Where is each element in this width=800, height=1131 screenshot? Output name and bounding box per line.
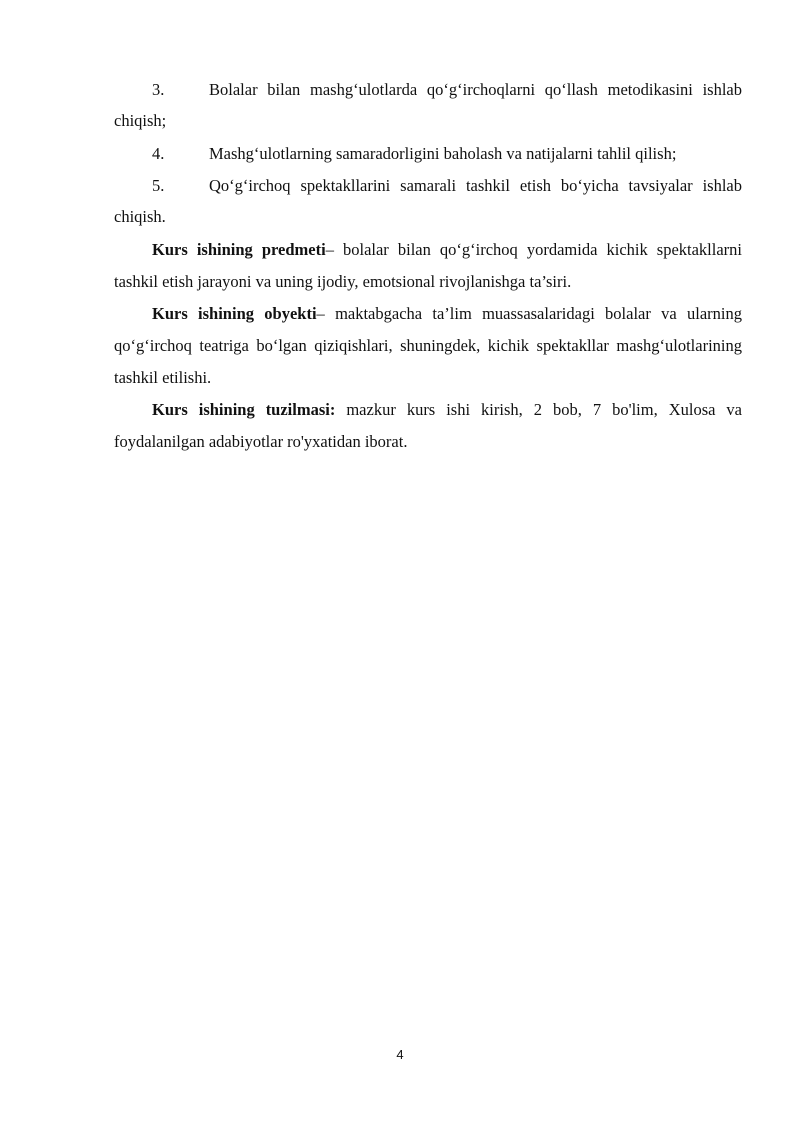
paragraph-label: Kurs ishining tuzilmasi: bbox=[152, 400, 336, 419]
list-item-text: Bolalar bilan mashg‘ulotlarda qo‘g‘irchoqlarni qo‘llash metodikasini ishlab chiqish; bbox=[114, 80, 742, 130]
paragraph-text: – bolalar bilan qo‘g‘irchoq yordamida kichik spektakllarni tashkil etish jarayoni va uning ijodiy, emotsional rivojlanishga ta’siri. bbox=[114, 240, 743, 291]
paragraph-object bbox=[114, 298, 742, 394]
paragraph-subject bbox=[114, 234, 742, 298]
paragraph-text: – maktabgacha ta’lim muassasalaridagi bolalar va ularning qo‘g‘irchoq teatriga bo‘lgan qiziqishlari, shuningdek, kichik spektakllar mashg‘ulotlarining tashkil etilishi. bbox=[114, 304, 742, 387]
list-item-text: Mashg‘ulotlarning samaradorligini baholash va natijalarni tahlil qilish; bbox=[209, 144, 677, 163]
paragraph-label: Kurs ishining obyekti bbox=[152, 304, 317, 323]
list-item bbox=[114, 170, 742, 232]
paragraph-text: mazkur kurs ishi kirish, 2 bob, 7 bo'lim, Xulosa va foydalanilgan adabiyotlar ro'yxatidan iborat. bbox=[114, 400, 743, 451]
list-item-number: 4. bbox=[152, 144, 165, 163]
list-item bbox=[114, 74, 742, 136]
paragraph-structure bbox=[114, 394, 742, 458]
paragraph-label: Kurs ishining predmeti bbox=[152, 240, 326, 259]
page-number: 4 bbox=[396, 1047, 404, 1062]
list-item bbox=[114, 138, 742, 169]
list-item-text: Qo‘g‘irchoq spektakllarini samarali tashkil etish bo‘yicha tavsiyalar ishlab chiqish. bbox=[114, 176, 742, 226]
list-item-number: 5. bbox=[152, 176, 165, 195]
list-item-number: 3. bbox=[152, 80, 165, 99]
